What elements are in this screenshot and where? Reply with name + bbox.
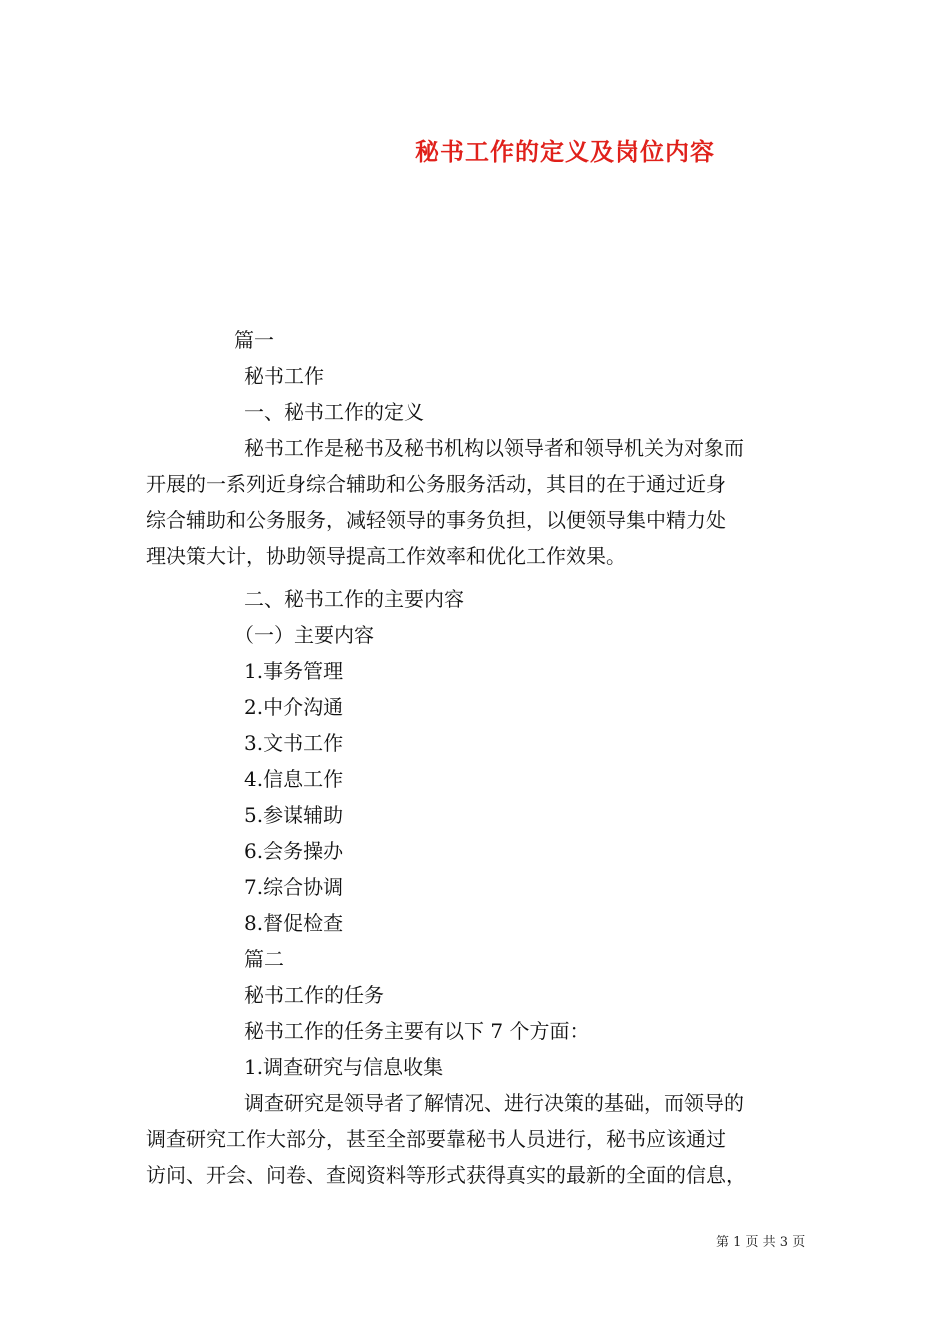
- paragraph-line: 开展的一系列近身综合辅助和公务服务活动，其目的在于通过近身: [146, 472, 726, 496]
- section-label-part-two: 篇二: [244, 947, 284, 971]
- heading-tasks: 秘书工作的任务: [244, 983, 384, 1007]
- list-item: 5.参谋辅助: [244, 803, 344, 827]
- paragraph-line: 秘书工作是秘书及秘书机构以领导者和领导机关为对象而: [244, 436, 744, 460]
- paragraph-line: 综合辅助和公务服务，减轻领导的事务负担，以便领导集中精力处: [146, 508, 726, 532]
- heading-definition: 一、秘书工作的定义: [244, 400, 424, 424]
- heading-main-content: 二、秘书工作的主要内容: [244, 587, 464, 611]
- list-item: 7.综合协调: [244, 875, 344, 899]
- list-item: 6.会务操办: [244, 839, 344, 863]
- paragraph-line: 调查研究工作大部分，甚至全部要靠秘书人员进行，秘书应该通过: [146, 1127, 726, 1151]
- list-item: 8.督促检查: [244, 911, 344, 935]
- paragraph-line: 调查研究是领导者了解情况、进行决策的基础，而领导的: [244, 1091, 744, 1115]
- subheading-main-content: （一）主要内容: [234, 623, 374, 647]
- list-item: 2.中介沟通: [244, 695, 344, 719]
- paragraph-line: 秘书工作的任务主要有以下 7 个方面：: [244, 1019, 590, 1043]
- paragraph-line: 访问、开会、问卷、查阅资料等形式获得真实的最新的全面的信息，: [146, 1163, 746, 1187]
- list-item: 3.文书工作: [244, 731, 344, 755]
- page-number-footer: 第 1 页 共 3 页: [716, 1235, 806, 1250]
- list-item: 1.事务管理: [244, 659, 344, 683]
- paragraph-line: 理决策大计，协助领导提高工作效率和优化工作效果。: [146, 544, 626, 568]
- list-item: 1.调查研究与信息收集: [244, 1055, 444, 1079]
- heading-secretary-work: 秘书工作: [244, 364, 324, 388]
- document-title: 秘书工作的定义及岗位内容: [415, 137, 715, 166]
- list-item: 4.信息工作: [244, 767, 344, 791]
- section-label-part-one: 篇一: [234, 328, 274, 352]
